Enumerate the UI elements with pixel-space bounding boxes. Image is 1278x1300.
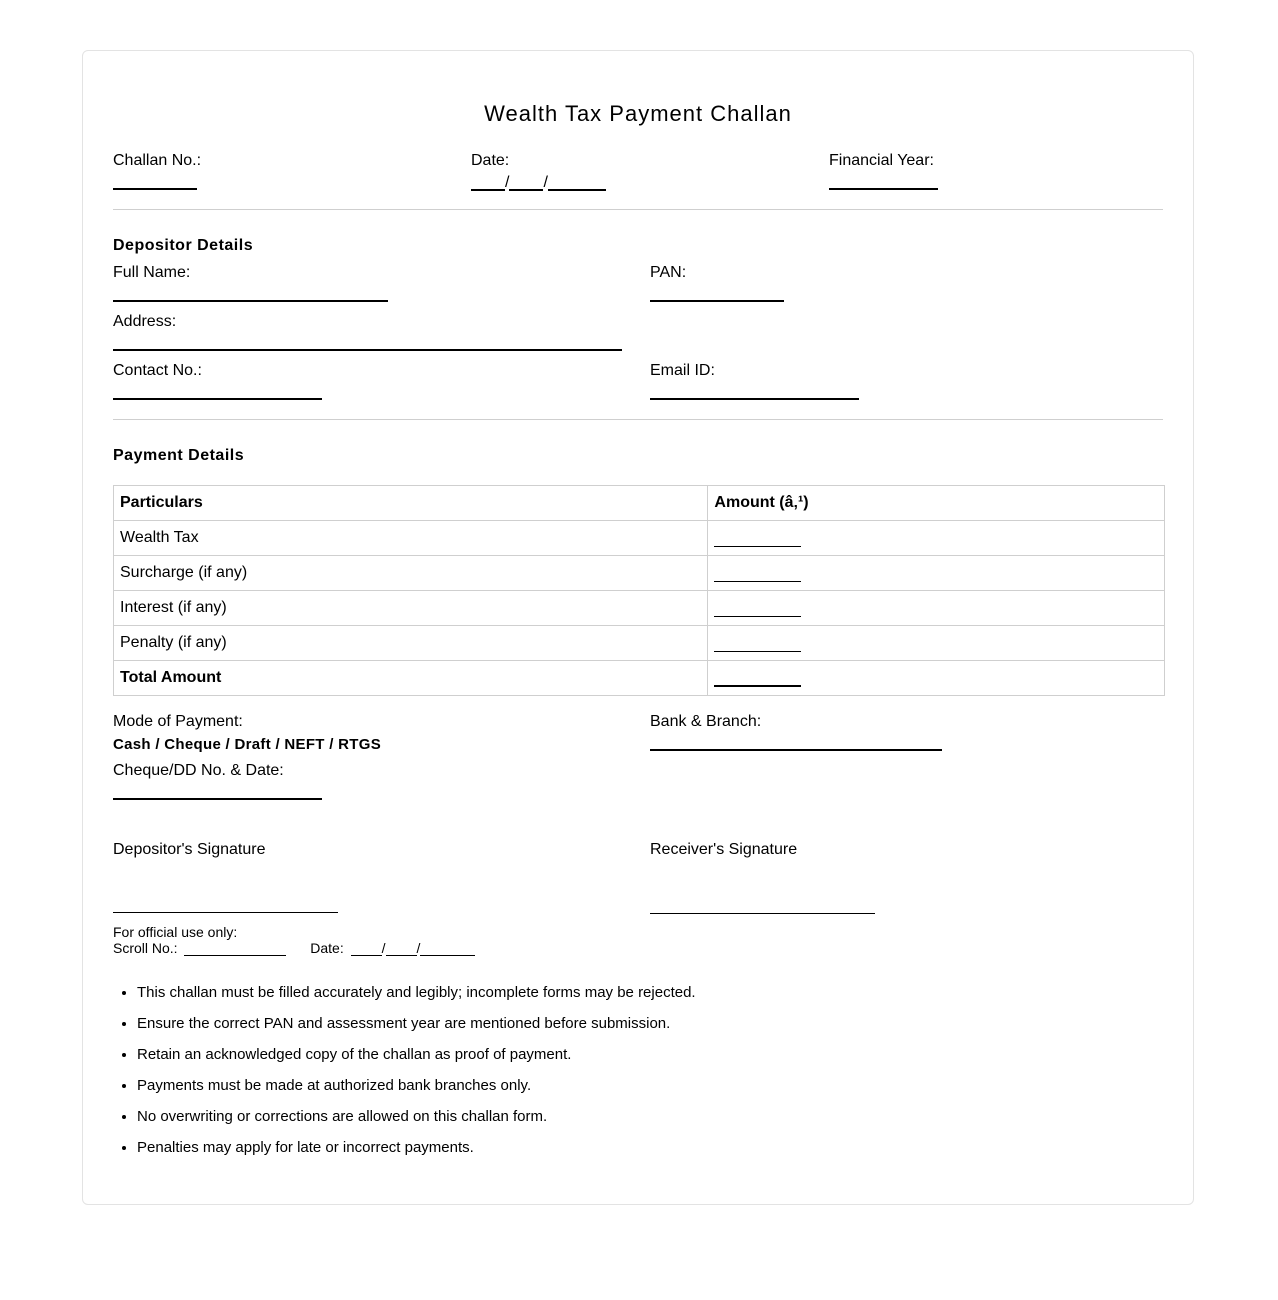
cheque-dd-label: Cheque/DD No. & Date: [113,762,284,779]
form-title: Wealth Tax Payment Challan [484,101,792,126]
official-use-row [113,940,475,956]
total-label: Total Amount [114,661,708,696]
official-use-heading: For official use only: [113,924,238,940]
challan-no-field[interactable] [113,188,197,190]
depositor-section-title: Depositor Details [113,237,254,254]
amount-field[interactable] [708,626,1165,661]
total-row [114,661,1165,696]
table-row [114,521,1165,556]
particular-label: Penalty (if any) [114,626,708,661]
divider [113,209,1163,210]
date-separator: / [416,940,421,956]
official-date-label: Date: [310,940,344,956]
date-day-blank[interactable] [471,175,505,191]
date-field[interactable] [471,173,606,191]
divider [113,419,1163,420]
official-date-day[interactable] [351,942,382,956]
date-month-blank[interactable] [509,175,543,191]
date-separator: / [543,174,548,191]
full-name-field[interactable] [113,300,388,302]
amount-blank[interactable] [714,565,801,582]
date-separator: / [505,174,510,191]
date-label: Date: [471,152,510,169]
date-year-blank[interactable] [548,175,606,191]
table-row [114,591,1165,626]
email-field[interactable] [650,398,859,400]
contact-label: Contact No.: [113,362,202,379]
challan-no-label: Challan No.: [113,152,202,169]
cheque-dd-field[interactable] [113,798,322,800]
full-name-label: Full Name: [113,264,191,281]
scroll-no-field[interactable] [184,942,286,956]
mode-of-payment-label: Mode of Payment: [113,713,243,730]
amount-blank[interactable] [714,600,801,617]
depositor-signature-field[interactable] [113,912,338,913]
particular-label: Interest (if any) [114,591,708,626]
table-row [114,556,1165,591]
financial-year-label: Financial Year: [829,152,934,169]
pan-label: PAN: [650,264,687,281]
bank-branch-label: Bank & Branch: [650,713,762,730]
receiver-signature-label: Receiver's Signature [650,841,798,858]
mode-options[interactable]: Cash / Cheque / Draft / NEFT / RTGS [113,736,382,753]
address-label: Address: [113,313,177,330]
list-item: • Payments must be made at authorized bank branches only. [137,1072,696,1103]
email-label: Email ID: [650,362,715,379]
financial-year-field[interactable] [829,188,938,190]
table-header-row [114,486,1165,521]
bank-branch-field[interactable] [650,749,942,751]
col-amount: Amount (â‚¹) [708,486,1165,521]
amount-blank[interactable] [714,530,801,547]
instructions-list [113,979,696,1165]
amount-blank[interactable] [714,635,801,652]
official-date-year[interactable] [420,942,475,956]
date-separator: / [381,940,386,956]
amount-field[interactable] [708,591,1165,626]
list-item: • Ensure the correct PAN and assessment year are mentioned before submission. [137,1010,696,1041]
total-amount-field[interactable] [708,661,1165,696]
amount-field[interactable] [708,521,1165,556]
challan-form [82,50,1194,1205]
col-particulars: Particulars [114,486,708,521]
list-item: • No overwriting or corrections are allowed on this challan form. [137,1103,696,1134]
particular-label: Wealth Tax [114,521,708,556]
total-amount-blank[interactable] [714,669,801,687]
official-date-month[interactable] [386,942,417,956]
pan-field[interactable] [650,300,784,302]
payment-table [113,485,1165,696]
particular-label: Surcharge (if any) [114,556,708,591]
list-item: • This challan must be filled accurately and legibly; incomplete forms may be rejected. [137,979,696,1010]
table-row [114,626,1165,661]
scroll-no-label: Scroll No.: [113,940,178,956]
depositor-signature-label: Depositor's Signature [113,841,266,858]
receiver-signature-field[interactable] [650,913,875,914]
list-item: • Penalties may apply for late or incorrect payments. [137,1134,696,1165]
list-item: • Retain an acknowledged copy of the challan as proof of payment. [137,1041,696,1072]
amount-field[interactable] [708,556,1165,591]
payment-section-title: Payment Details [113,447,245,464]
address-field[interactable] [113,349,622,351]
contact-field[interactable] [113,398,322,400]
